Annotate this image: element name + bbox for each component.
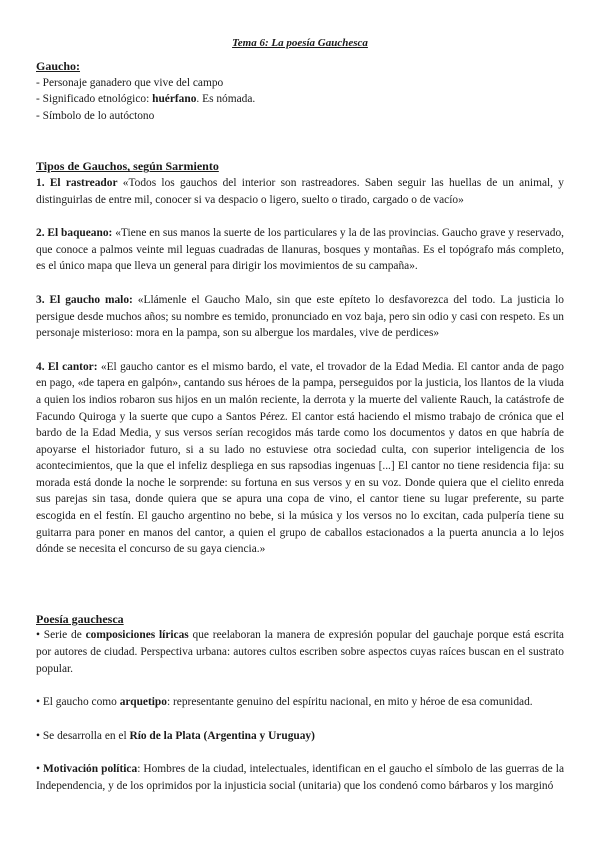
- tipo-label: 4. El cantor:: [36, 360, 98, 373]
- tipos-heading: Tipos de Gauchos, según Sarmiento: [36, 159, 219, 174]
- tipo-cantor: [36, 359, 564, 558]
- gaucho-item-bold: huérfano: [152, 93, 197, 106]
- gaucho-section: [36, 58, 564, 124]
- tipo-label: 2. El baqueano:: [36, 227, 113, 240]
- document-body: [36, 58, 564, 795]
- tipo-gaucho-malo: [36, 292, 564, 342]
- poesia-item-text: •: [36, 763, 44, 776]
- poesia-item-text: que reelaboran la manera de expresión popular del gauchaje porque está escrita por autores de ciudad. Perspectiva urbana: autores cultos escriben sobre aspectos cuyas raíces buscan en el sustrato popular.: [36, 629, 564, 675]
- poesia-item-bold: Motivación política: [43, 763, 138, 776]
- tipos-section: [36, 158, 564, 557]
- gaucho-item-text: - Personaje ganadero que vive del campo: [36, 76, 224, 89]
- gaucho-item: [36, 91, 564, 108]
- poesia-item-text: : representante genuino del espíritu nacional, en mito y héroe de esa comunidad.: [166, 696, 533, 709]
- poesia-item-text: • Serie de: [36, 629, 86, 642]
- gaucho-item-text: - Significado etnológico:: [36, 93, 153, 106]
- poesia-section: [36, 611, 564, 795]
- tipo-text: «El gaucho cantor es el mismo bardo, el vate, el trovador de la Edad Media. El cantor anda de pago en pago, «de tapera en galpón», cantando sus héroes de la pampa, perseguidos por la justicia, los llantos de la viuda a quien los indios robaron sus hijos en un malón reciente, la derrota y la muerte del valiente Rauch, la catástrofe de Facundo Quiroga y la suerte que cupo a Santos Pérez. El cantor está haciendo el mismo trabajo de crónica que el bardo de la Edad Media, y sus versos serían recogidos más tarde como los documentos y datos en que habría de apoyarse el historiador futuro, si a su lado no estuviese otra sociedad culta, con superior inteligencia de los acontecimientos, que la que el infeliz despliega en sus rapsodias ingenuas [...] El cantor no tiene residencia fija: su morada está donde la noche le sorprende: su fortuna en sus versos y en su voz. Donde quiera que el cielito enreda sus parejas sin tasa, donde quiera que se apura una copa de vino, el cantor tiene su lugar preferente, su parte escogida en el festín. El gaucho argentino no bebe, si la música y los versos no lo excitan, cada pulpería tiene su guitarra para poner en manos del cantor, a quien el grupo de caballos estacionados a la puerta anuncia a lo lejos dónde se necesita el concurso de su gaya ciencia.»: [36, 360, 564, 556]
- tipo-baqueano: [36, 225, 564, 275]
- tipo-rastreador: [36, 175, 564, 208]
- gaucho-item: [36, 75, 564, 92]
- poesia-item: [36, 761, 564, 794]
- gaucho-item: [36, 108, 564, 125]
- poesia-item-bold: arquetipo: [119, 696, 167, 709]
- poesia-item-bold: Río de la Plata (Argentina y Uruguay): [129, 729, 315, 742]
- tipo-text: «Llámenle el Gaucho Malo, sin que este epíteto lo desfavorezca del todo. La justicia lo persigue desde muchos años; su nombre es temido, pronunciado en voz baja, pero sin odio y casi con respeto. Es un personaje misterioso: mora en la pampa, son su albergue los mardales, vive de perdices»: [36, 293, 565, 340]
- poesia-item-bold: composiciones líricas: [85, 629, 189, 642]
- tipo-text: «Todos los gauchos del interior son rastreadores. Saben seguir las huellas de un animal, y distinguirlas de entre mil, conocer si va despacio o ligero, suelto o tirado, cargado o de vacío»: [36, 176, 564, 206]
- gaucho-heading: Gaucho:: [36, 59, 81, 73]
- gaucho-item-text: . Es nómada.: [196, 93, 256, 106]
- poesia-item: [36, 627, 564, 677]
- poesia-item: [36, 728, 564, 745]
- tipo-label: 1. El rastreador: [36, 176, 118, 189]
- tipo-text: «Tiene en sus manos la suerte de los particulares y la de las provincias. Gaucho grave y reservado, que conoce a palmos veinte mil leguas cuadradas de llanuras, bosques y montañas. Es el topógrafo más completo, es el único mapa que lleva un general para dirigir los movimientos de su campaña».: [36, 227, 564, 273]
- poesia-item-text: • Se desarrolla en el: [36, 729, 130, 742]
- page-title: Tema 6: La poesía Gauchesca: [232, 37, 368, 49]
- poesia-item-text: : Hombres de la ciudad, intelectuales, identifican en el gaucho el símbolo de las guerras de la Independencia, y de los oprimidos por la injusticia social (unitaria) que los condenó como bárbaros y los marginó: [36, 763, 564, 792]
- tipo-label: 3. El gaucho malo:: [36, 293, 133, 306]
- poesia-item-text: • El gaucho como: [36, 696, 120, 709]
- poesia-heading: Poesía gauchesca: [36, 611, 124, 626]
- gaucho-item-text: - Símbolo de lo autóctono: [36, 109, 155, 122]
- poesia-item: [36, 694, 564, 711]
